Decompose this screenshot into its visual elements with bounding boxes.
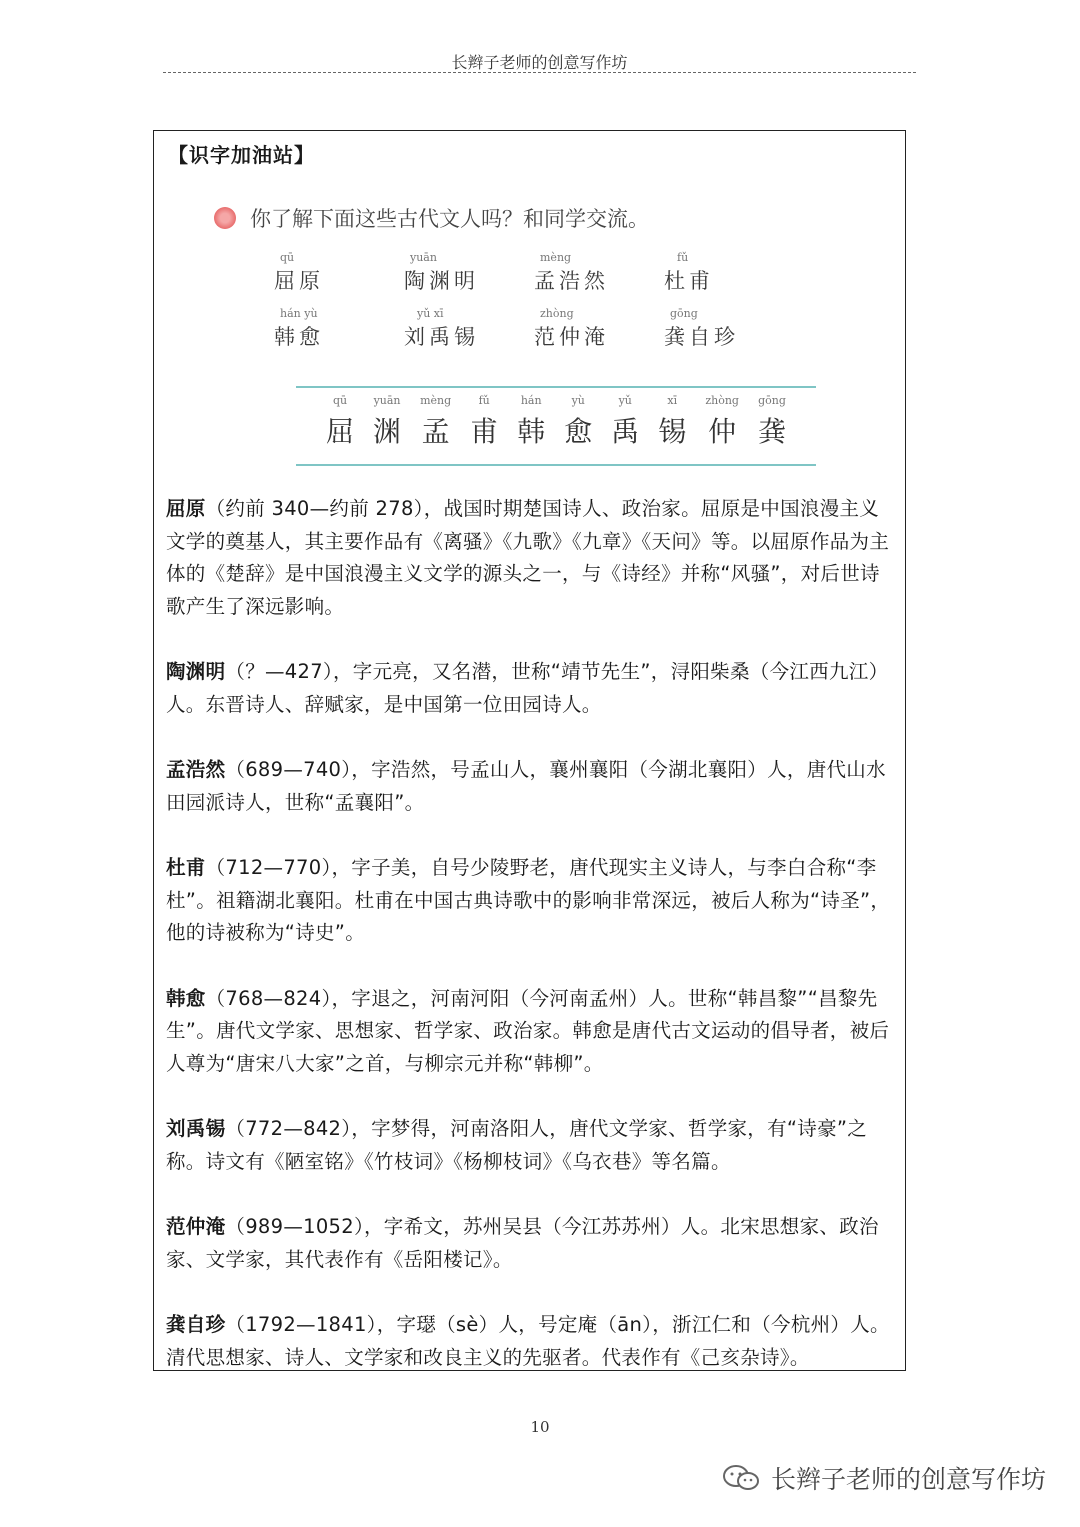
name-pinyin: qū [280,251,295,264]
new-character: 仲 [708,415,737,448]
name-pinyin: fǔ [670,251,689,264]
bio-paragraph [166,1309,898,1374]
poet-name-grid [274,251,794,363]
section-title: 【识字加油站】 [168,143,315,167]
name-row [274,251,794,295]
new-character: 龚 [757,415,786,448]
poet-biographies [166,493,898,1374]
bio-paragraph [166,1113,898,1178]
char-cell [470,394,498,450]
page-header-title: 长辫子老师的创意写作坊 [451,53,628,72]
wechat-icon [721,1463,761,1493]
name-cell [534,307,664,351]
bio-paragraph [166,656,898,721]
poet-name: 韩愈 [274,325,324,349]
new-character-strip [296,386,816,466]
bio-paragraph [166,754,898,819]
bio-paragraph [166,1211,898,1276]
char-cell [420,394,451,450]
name-cell [404,307,534,351]
red-dot-icon [214,207,236,229]
char-cell [611,394,639,450]
poet-name: 刘禹锡 [404,325,479,349]
char-cell [517,394,545,450]
char-pinyin: mèng [420,394,452,407]
new-character: 甫 [470,415,499,448]
char-pinyin: yù [571,394,585,407]
textbook-figure [204,191,824,481]
new-character: 禹 [611,415,640,448]
name-pinyin: zhòng [540,307,574,320]
name-pinyin: yuān [410,251,437,264]
name-row [274,307,794,351]
char-cell [373,394,401,450]
figure-prompt: 你了解下面这些古代文人吗？和同学交流。 [250,207,649,231]
char-pinyin: xī [667,394,678,407]
char-cell [705,394,739,450]
new-character: 孟 [421,415,450,448]
new-character: 渊 [373,415,402,448]
char-cell [564,394,592,450]
name-cell [404,251,534,295]
bio-name: 陶渊明 [166,660,226,683]
bio-name: 刘禹锡 [166,1117,226,1140]
poet-name: 龚自珍 [664,325,739,349]
bio-paragraph [166,493,898,623]
bio-name: 龚自珍 [166,1313,226,1336]
bio-name: 屈原 [166,497,206,520]
char-pinyin: zhòng [705,394,739,407]
new-character: 锡 [658,415,687,448]
new-character: 愈 [564,415,593,448]
name-cell [664,251,794,295]
char-pinyin: qū [332,394,348,407]
new-character: 屈 [326,415,355,448]
name-pinyin: yǔ xī [410,307,444,320]
bio-text: （？—427），字元亮，又名潜，世称“靖节先生”，浔阳柴桑（今江西九江）人。东晋诗人、辞赋家，是中国第一位田园诗人。 [166,660,889,716]
poet-name: 屈原 [274,269,324,293]
bio-name: 孟浩然 [166,758,226,781]
header-divider [163,72,916,73]
bio-text: （712—770），字子美，自号少陵野老，唐代现实主义诗人，与李白合称“李杜”。祖籍湖北襄阳。杜甫在中国古典诗歌中的影响非常深远，被后人称为“诗圣”，他的诗被称为“诗史”。 [166,856,891,944]
char-pinyin: yuān [373,394,401,407]
strip-cells [296,388,816,450]
bio-text: （约前 340—约前 278），战国时期楚国诗人、政治家。屈原是中国浪漫主义文学的奠基人，其主要作品有《离骚》《九歌》《九章》《天问》等。以屈原作品为主体的《楚辞》是中国浪漫主义文学的源头之一，与《诗经》并称“风骚”，对后世诗歌产生了深远影响。 [166,497,890,618]
bio-text: （772—842），字梦得，河南洛阳人，唐代文学家、哲学家，有“诗豪”之称。诗文有《陋室铭》《竹枝词》《杨柳枝词》《乌衣巷》等名篇。 [166,1117,868,1173]
name-pinyin: gōng [670,307,698,320]
bio-text: （689—740），字浩然，号孟山人，襄州襄阳（今湖北襄阳）人，唐代山水田园派诗人，世称“孟襄阳”。 [166,758,886,814]
name-cell [274,307,404,351]
bio-name: 杜甫 [166,856,206,879]
char-cell [658,394,686,450]
name-cell [274,251,404,295]
char-pinyin: yǔ [618,394,632,407]
name-cell [534,251,664,295]
char-pinyin: gōng [758,394,786,407]
bio-paragraph [166,852,898,950]
char-cell [758,394,786,450]
new-character: 韩 [517,415,546,448]
bio-text: （1792—1841），字璱（sè）人，号定庵（ān），浙江仁和（今杭州）人。清代思想家、诗人、文学家和改良主义的先驱者。代表作有《己亥杂诗》。 [166,1313,890,1369]
char-pinyin: fǔ [478,394,490,407]
bio-name: 韩愈 [166,986,206,1010]
content-box [153,130,906,1371]
poet-name: 陶渊明 [404,269,479,293]
poet-name: 孟浩然 [534,269,609,293]
bio-name: 范仲淹 [166,1215,226,1238]
page-number: 10 [530,1418,550,1436]
brand-label: 长辫子老师的创意写作坊 [770,1465,1046,1494]
brand-watermark [721,1460,1046,1496]
name-cell [664,307,794,351]
char-pinyin: hán [520,394,542,407]
poet-name: 杜甫 [664,269,714,293]
bio-text: （989—1052），字希文，苏州吴县（今江苏苏州）人。北宋思想家、政治家、文学家，其代表作有《岳阳楼记》。 [166,1215,879,1271]
char-cell [326,394,354,450]
bio-text: （768—824），字退之，河南河阳（今河南孟州）人。世称“韩昌黎”“昌黎先生”。唐代文学家、思想家、哲学家、政治家。韩愈是唐代古文运动的倡导者，被后人尊为“唐宋八大家”之首，与柳宗元并称“韩柳”。 [166,986,890,1075]
name-pinyin: mèng [540,251,572,264]
bio-paragraph [166,983,898,1081]
poet-name: 范仲淹 [534,325,609,349]
figure-prompt-row [214,203,649,233]
name-pinyin: hán yù [280,307,318,320]
